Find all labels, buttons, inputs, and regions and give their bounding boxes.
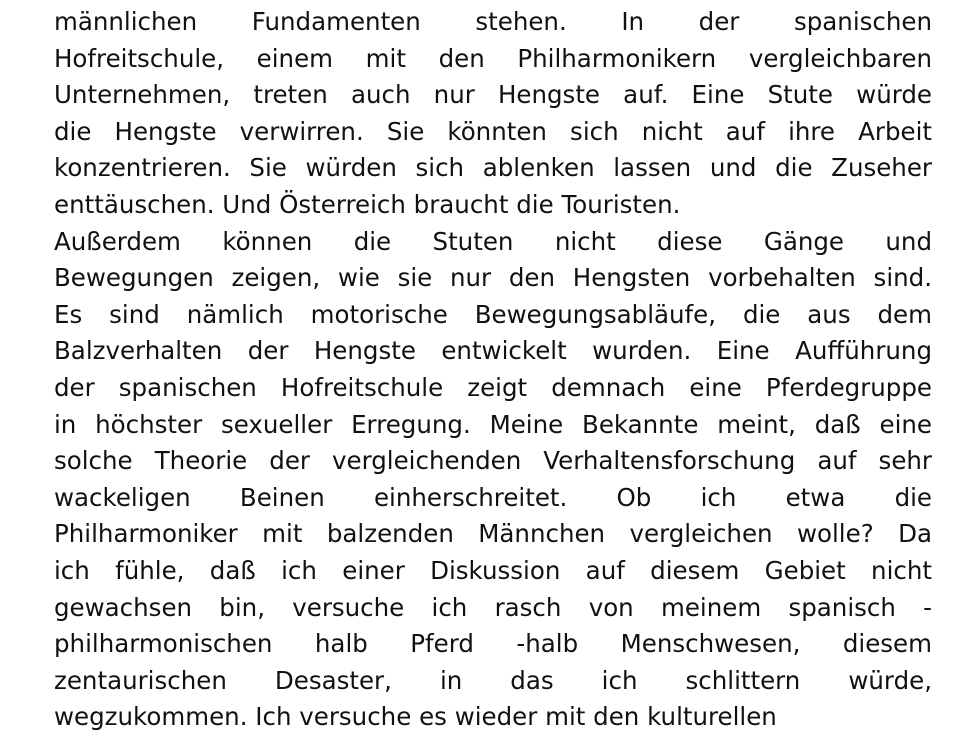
text-line: Es sind nämlich motorische Bewegungsabläufe, die aus dem [54,299,932,329]
text-line: die Hengste verwirren. Sie könnten sich nicht auf ihre Arbeit [54,116,932,146]
text-line: wegzukommen. Ich versuche es wieder mit den kulturellen [54,702,777,732]
text-line: konzentrieren. Sie würden sich ablenken lassen und die Zuseher [54,153,932,183]
text-line: philharmonischen halb Pferd -halb Menschwesen, diesem [54,629,932,659]
text-line: der spanischen Hofreitschule zeigt demnach eine Pferdegruppe [54,372,932,402]
text-line: gewachsen bin, versuche ich rasch von meinem spanisch - [54,592,932,622]
text-line: Unternehmen, treten auch nur Hengste auf. Eine Stute würde [54,80,932,110]
text-line: Balzverhalten der Hengste entwickelt wurden. Eine Aufführung [54,336,932,366]
text-line: Außerdem können die Stuten nicht diese Gänge und [54,226,932,256]
text-line: männlichen Fundamenten stehen. In der spanischen [54,7,932,36]
text-line: wackeligen Beinen einherschreitet. Ob ich etwa die [54,482,932,512]
text-line: solche Theorie der vergleichenden Verhaltensforschung auf sehr [54,446,932,476]
text-line: Hofreitschule, einem mit den Philharmonikern vergleichbaren [54,43,932,73]
text-line: Philharmoniker mit balzenden Männchen vergleichen wolle? Da [54,519,932,549]
text-line: in höchster sexueller Erregung. Meine Bekannte meint, daß eine [54,409,932,439]
body-text [54,4,932,736]
text-line: Bewegungen zeigen, wie sie nur den Hengsten vorbehalten sind. [54,263,932,293]
text-line: enttäuschen. Und Österreich braucht die Touristen. [54,189,681,219]
text-line: ich fühle, daß ich einer Diskussion auf diesem Gebiet nicht [54,555,932,585]
text-line: zentaurischen Desaster, in das ich schlittern würde, [54,665,932,695]
